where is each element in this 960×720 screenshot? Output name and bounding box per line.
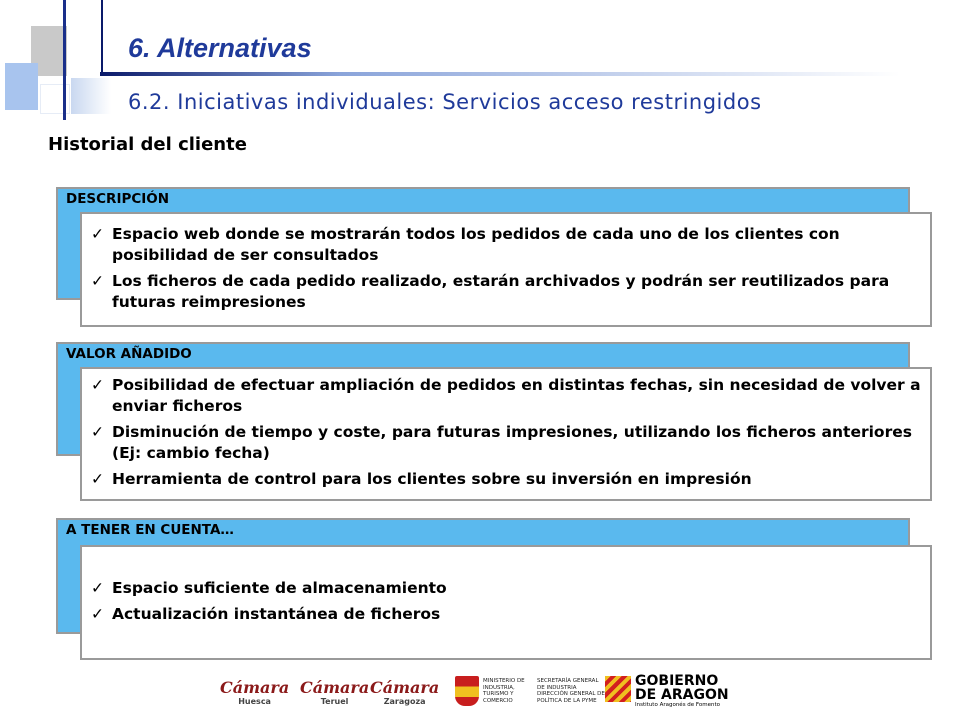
logo-brand: Cámara xyxy=(370,678,440,697)
panel-heading: A TENER EN CUENTA… xyxy=(66,522,234,538)
logo-brand: Cámara xyxy=(300,678,370,697)
list-item-text: Actualización instantánea de ficheros xyxy=(112,605,441,623)
gobierno-text xyxy=(635,674,729,702)
check-icon: ✓ xyxy=(91,423,104,441)
aragon-flag-icon xyxy=(605,676,631,702)
list-item xyxy=(82,271,930,313)
list-item xyxy=(82,469,930,490)
panel-valor-body xyxy=(80,367,932,501)
camara-teruel-logo xyxy=(300,678,369,706)
ministerio-logo xyxy=(455,676,605,710)
list-item-text: Los ficheros de cada pedido realizado, estarán archivados y podrán ser reutilizados para futuras reimpresiones xyxy=(112,272,890,311)
slide-title: 6. Alternativas xyxy=(128,33,312,63)
camara-zaragoza-logo xyxy=(370,678,439,706)
gobierno-line3: Instituto Aragonés de Fomento xyxy=(635,702,721,708)
coat-of-arms-icon xyxy=(455,676,479,706)
panel-tener-body xyxy=(80,545,932,660)
section-title: Historial del cliente xyxy=(48,134,247,155)
gobierno-aragon-logo xyxy=(605,674,745,712)
slide-subtitle: 6.2. Iniciativas individuales: Servicios acceso restringidos xyxy=(128,90,762,114)
check-icon: ✓ xyxy=(91,225,104,243)
list-item xyxy=(82,604,930,625)
panel-heading: DESCRIPCIÓN xyxy=(66,191,170,207)
check-icon: ✓ xyxy=(91,376,104,394)
list-item xyxy=(82,422,930,464)
logo-brand: Cámara xyxy=(220,678,290,697)
logo-city: Huesca xyxy=(238,697,271,706)
gobierno-line2: DE ARAGON xyxy=(635,687,729,703)
footer-logos xyxy=(220,672,740,712)
list-item-text: Espacio suficiente de almacenamiento xyxy=(112,579,447,597)
check-icon: ✓ xyxy=(91,605,104,623)
list-item-text: Herramienta de control para los clientes sobre su inversión en impresión xyxy=(112,470,752,488)
list-item-text: Espacio web donde se mostrarán todos los pedidos de cada uno de los clientes con posibilidad de ser consultados xyxy=(112,225,840,264)
camara-huesca-logo xyxy=(220,678,289,706)
decor-square-blue xyxy=(5,63,38,110)
list-item xyxy=(82,578,930,599)
decor-square-fade xyxy=(71,78,111,114)
decor-horizontal-rule xyxy=(100,72,900,76)
gobierno-line1: GOBIERNO xyxy=(635,673,719,689)
list-item-text: Disminución de tiempo y coste, para futuras impresiones, utilizando los ficheros anteriores (Ej: cambio fecha) xyxy=(112,423,912,462)
secretaria-text: SECRETARÍA GENERAL DE INDUSTRIA DIRECCIÓN GENERAL DE POLÍTICA DE LA PYME xyxy=(537,678,605,704)
ministry-text: MINISTERIO DE INDUSTRIA, TURISMO Y COMERCIO xyxy=(483,678,525,704)
check-icon: ✓ xyxy=(91,272,104,290)
decor-vertical-line xyxy=(63,0,66,120)
list-item xyxy=(82,375,930,417)
list-item xyxy=(82,224,930,266)
check-icon: ✓ xyxy=(91,579,104,597)
logo-city: Zaragoza xyxy=(383,697,426,706)
panel-heading: VALOR AÑADIDO xyxy=(66,346,192,362)
check-icon: ✓ xyxy=(91,470,104,488)
list-item-text: Posibilidad de efectuar ampliación de pedidos en distintas fechas, sin necesidad de volver a enviar ficheros xyxy=(112,376,921,415)
decor-vertical-line-2 xyxy=(101,0,103,73)
logo-city: Teruel xyxy=(320,697,349,706)
panel-descripcion-body xyxy=(80,212,932,327)
